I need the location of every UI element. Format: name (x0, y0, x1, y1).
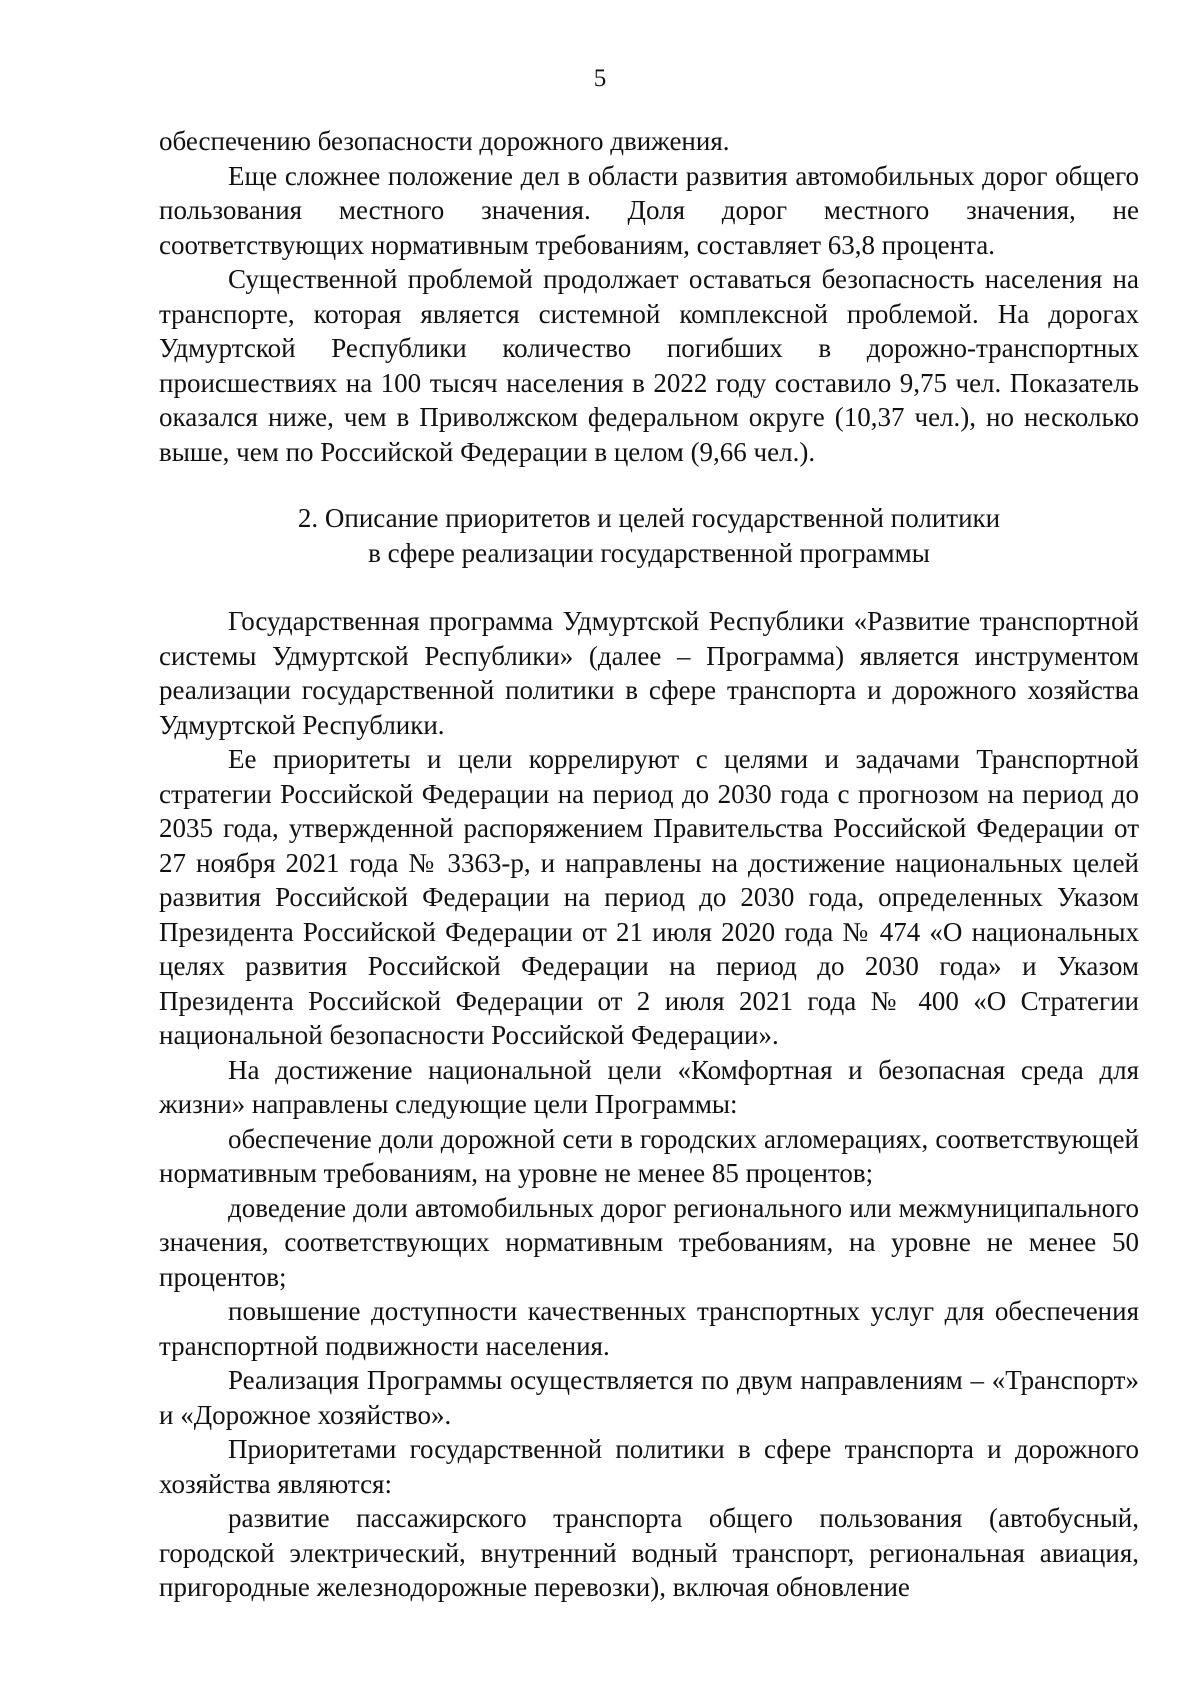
page-number: 5 (593, 65, 607, 92)
priority-item-passenger-transport: развитие пассажирского транспорта общего пользования (автобусный, городской электрический, внутренний водный транспорт, региональная авиация, пригородные железнодорожные перевозки), включая обновление (159, 1503, 1139, 1602)
section-heading-line-1: 2. Описание приоритетов и целей государственной политики (297, 503, 1001, 533)
paragraph-continuation: обеспечению безопасности дорожного движения. (159, 126, 730, 156)
paragraph-program-directions: Реализация Программы осуществляется по двум направлениям – «Транспорт» и «Дорожное хозяйство». (159, 1365, 1139, 1430)
goal-item-agglomerations: обеспечение доли дорожной сети в городских агломерациях, соответствующей нормативным требованиям, на уровне не менее 85 процентов; (159, 1123, 1139, 1188)
goal-item-regional-roads: доведение доли автомобильных дорог регионального или межмуниципального значения, соответствующих нормативным требованиям, на уровне не менее 50 процентов; (159, 1192, 1139, 1292)
section-heading-line-2: в сфере реализации государственной программы (368, 537, 930, 568)
paragraph-local-roads: Еще сложнее положение дел в области развития автомобильных дорог общего пользования местного значения. Доля дорог местного значения, не соответствующих нормативным требованиям, составляет 63,8 процента. (159, 160, 1139, 260)
paragraph-priorities-correlation: Ее приоритеты и цели коррелируют с целями и задачами Транспортной стратегии Российской Федерации на период до 2030 года с прогнозом на период до 2035 года, утвержденной распоряжением Правительства Российской Федерации от 27 ноября 2021 года № 3363-р, и направлены на достижение национальных целей развития Российской Федерации на период до 2030 года, определенных Указом Президента Российской Федерации от 21 июля 2020 года № 474 «О национальных целях развития Российской Федерации на период до 2030 года» и Указом Президента Российской Федерации от 2 июля 2021 года № 400 «О Стратегии национальной безопасности Российской Федерации». (159, 744, 1139, 1050)
goal-item-transport-access: повышение доступности качественных транспортных услуг для обеспечения транспортной подвижности населения. (159, 1296, 1139, 1361)
paragraph-transport-safety: Существенной проблемой продолжает оставаться безопасность населения на транспорте, которая является системной комплексной проблемой. На дорогах Удмуртской Республики количество погибших в дорожно-транспортных происшествиях на 100 тысяч населения в 2022 году составило 9,75 чел. Показатель оказался ниже, чем в Приволжском федеральном округе (10,37 чел.), но несколько выше, чем по Российской Федерации в целом (9,66 чел.). (159, 264, 1139, 467)
document-body (159, 124, 1139, 1605)
section-heading (159, 501, 1139, 570)
paragraph-policy-priorities: Приоритетами государственной политики в сфере транспорта и дорожного хозяйства являются: (159, 1434, 1139, 1499)
paragraph-national-goal: На достижение национальной цели «Комфортная и безопасная среда для жизни» направлены следующие цели Программы: (159, 1054, 1139, 1119)
paragraph-program-intro: Государственная программа Удмуртской Республики «Развитие транспортной системы Удмуртской Республики» (далее – Программа) является инструментом реализации государственной политики в сфере транспорта и дорожного хозяйства Удмуртской Республики. (159, 606, 1139, 740)
